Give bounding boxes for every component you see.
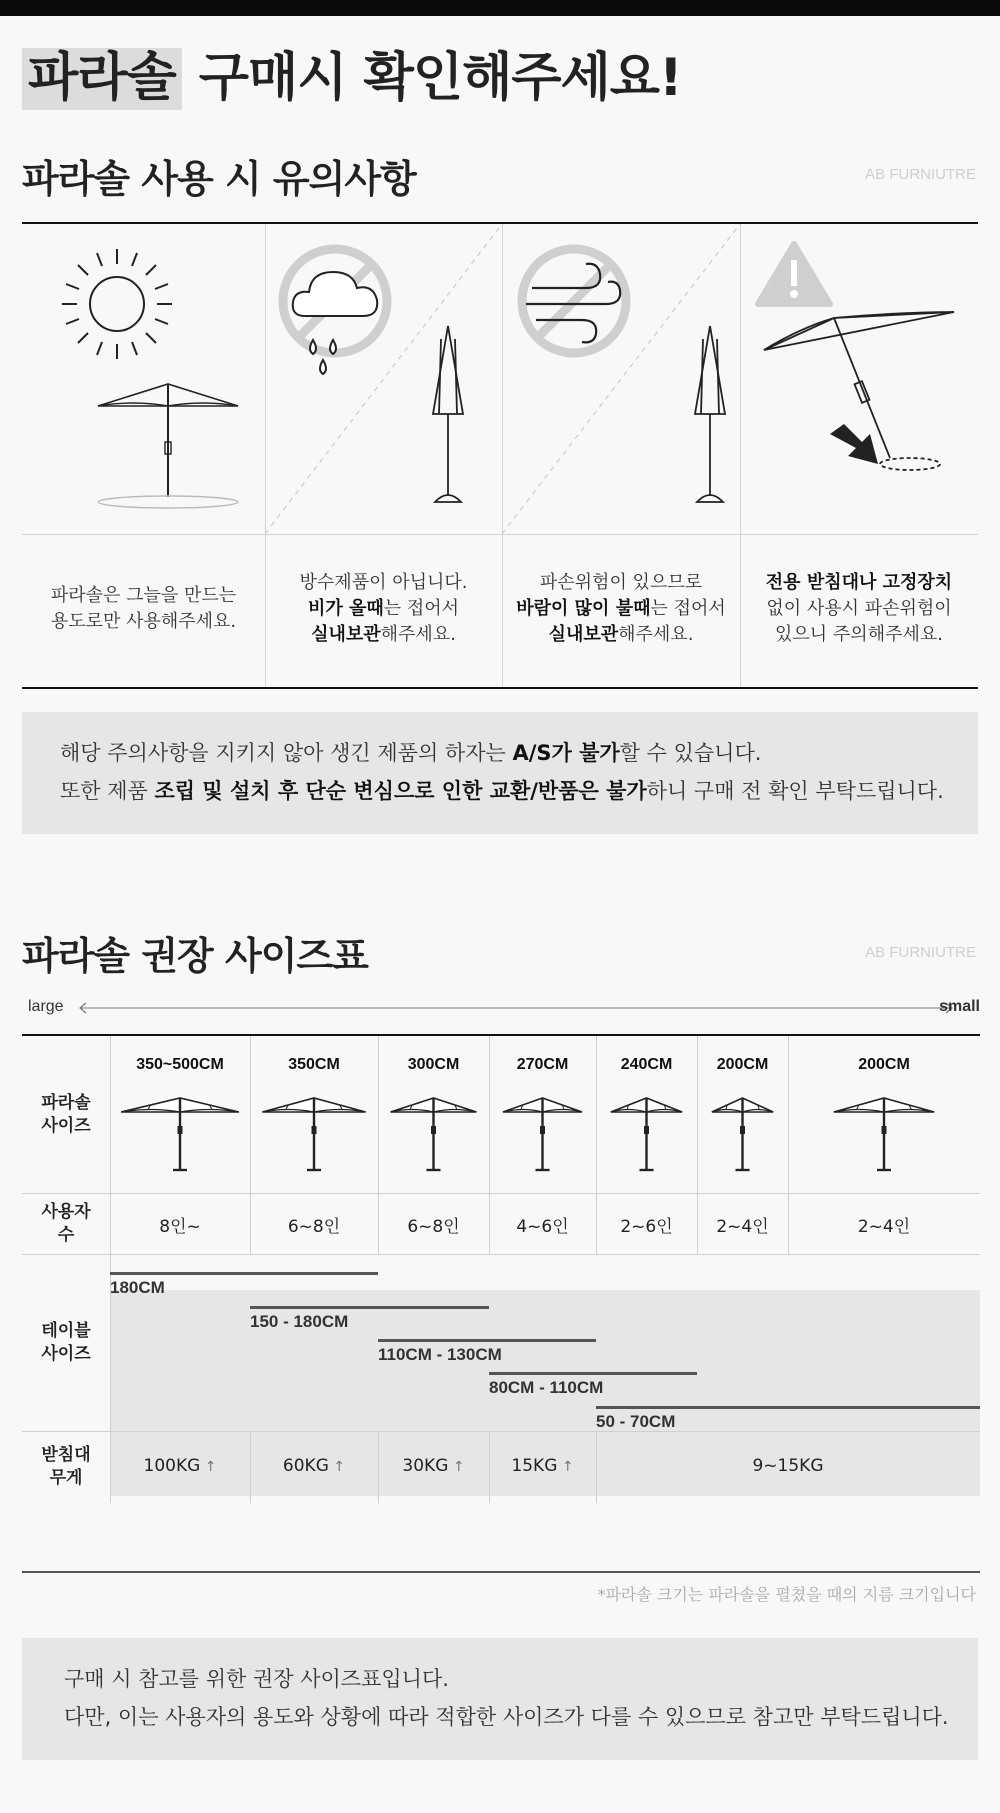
size-range-indicator <box>28 996 980 1020</box>
users-value: 4~6인 <box>516 1217 569 1237</box>
table-range-label: 180CM <box>110 1278 165 1297</box>
caution-text-line <box>740 596 978 622</box>
notice-segment: 해당 주의사항을 지키지 않아 생긴 제품의 하자는 <box>60 741 513 765</box>
caution-text-rain <box>265 570 502 648</box>
table-row-divider <box>22 1431 980 1432</box>
caution-text-line <box>22 583 265 609</box>
reference-notice-text <box>64 1660 949 1736</box>
row-label-line: 사이즈 <box>41 1115 91 1136</box>
caution-text-segment: 있으니 주의해주세요. <box>775 624 943 645</box>
column-size-label: 300CM <box>407 1056 460 1073</box>
as-notice-text <box>60 734 944 810</box>
users-value: 8인~ <box>159 1217 201 1237</box>
caution-text-warning <box>740 570 978 648</box>
caution-text-line <box>740 570 978 596</box>
caution-text-segment: 파손위험이 있으므로 <box>539 572 703 593</box>
base-weight-text: 30KG <box>402 1456 449 1476</box>
table-row-divider <box>22 1193 980 1194</box>
parasol-icon <box>489 1088 596 1188</box>
no-wind-icon <box>502 224 740 534</box>
caution-text-segment: 용도로만 사용해주세요. <box>50 611 237 632</box>
as-notice <box>22 712 978 834</box>
base-weight-value <box>250 1456 378 1476</box>
base-weight-value <box>110 1456 250 1476</box>
caution-text-segment: 해주세요. <box>380 624 456 645</box>
row-label-size <box>22 1092 110 1138</box>
base-weight-text: 9~15KG <box>752 1456 824 1476</box>
caution-text-segment: 방수제품이 아닙니다. <box>299 572 468 593</box>
caution-text-segment: 없이 사용시 파손위험이 <box>766 598 952 619</box>
double-arrow-icon <box>76 996 956 1020</box>
table-range-bar <box>110 1272 378 1275</box>
top-bar <box>0 0 1000 16</box>
base-weight-value <box>596 1456 980 1476</box>
page-title <box>22 35 682 110</box>
base-weight-text: 60KG <box>282 1456 329 1476</box>
column-size-label: 270CM <box>516 1056 569 1073</box>
notice-emphasis: A/S가 불가 <box>512 741 620 765</box>
notice-segment: 다만, 이는 사용자의 용도와 상황에 따라 적합한 사이즈가 다를 수 있으므로 참고만 부탁드립니다. <box>64 1705 949 1729</box>
base-weight-value <box>378 1456 489 1476</box>
caution-grid <box>22 222 978 689</box>
column-size-label: 350CM <box>288 1056 340 1073</box>
table-row-divider <box>22 1254 980 1255</box>
parasol-icon <box>250 1088 378 1188</box>
size-table <box>22 1034 980 1573</box>
row-label-line: 테이블 <box>41 1320 91 1341</box>
row-label-users <box>22 1201 110 1247</box>
caution-cell-wind <box>502 224 741 687</box>
users-value: 6~8인 <box>287 1217 341 1237</box>
column-size-label: 200CM <box>858 1056 910 1073</box>
parasol-icon <box>378 1088 489 1188</box>
caution-text-line <box>265 570 502 596</box>
range-large-label: large <box>28 998 64 1015</box>
notice-line <box>64 1698 949 1736</box>
sun-umbrella-icon <box>22 224 265 534</box>
notice-line <box>60 772 944 810</box>
caution-text-emphasis: 바람이 많이 불때 <box>516 598 651 619</box>
column-size-label: 350~500CM <box>136 1056 224 1073</box>
title-highlight: 파라솔 <box>22 48 182 110</box>
no-rain-icon <box>265 224 502 534</box>
caution-text-wind <box>502 570 740 648</box>
table-range-label: 150 - 180CM <box>250 1312 349 1331</box>
caution-text-segment: 파라솔은 그늘을 만드는 <box>50 585 237 606</box>
notice-line <box>60 734 944 772</box>
base-weight-text: 100KG <box>143 1456 201 1476</box>
table-range-bar <box>250 1306 489 1309</box>
up-arrow-icon: ↑ <box>557 1459 574 1475</box>
caution-text-line <box>502 570 740 596</box>
row-label-line: 무게 <box>49 1468 83 1488</box>
column-size-label: 240CM <box>620 1056 673 1073</box>
size-title: 파라솔 권장 사이즈표 <box>22 934 368 978</box>
caution-title: 파라솔 사용 시 유의사항 <box>22 157 416 201</box>
size-note: *파라솔 크기는 파라솔을 펼쳤을 때의 지름 크기입니다 <box>597 1585 976 1604</box>
parasol-icon <box>697 1088 788 1188</box>
up-arrow-icon: ↑ <box>328 1459 346 1475</box>
users-value: 2~4인 <box>716 1217 769 1237</box>
reference-notice <box>22 1638 978 1760</box>
notice-segment: 하니 구매 전 확인 부탁드립니다. <box>646 779 944 803</box>
table-range-label: 110CM - 130CM <box>378 1345 502 1364</box>
parasol-icon <box>788 1088 980 1188</box>
users-value: 2~6인 <box>620 1217 673 1237</box>
caution-text-sun <box>22 583 265 635</box>
warning-icon <box>740 224 978 534</box>
base-weight-value <box>489 1456 596 1476</box>
row-label-line: 사이즈 <box>41 1343 91 1364</box>
size-brand-label: AB FURNIUTRE <box>865 944 976 961</box>
notice-emphasis: 조립 및 설치 후 단순 변심으로 인한 교환/반품은 불가 <box>154 779 647 803</box>
range-small-label: small <box>939 998 980 1015</box>
brand-label: AB FURNIUTRE <box>865 166 976 183</box>
caution-text-emphasis: 비가 올때 <box>307 598 384 619</box>
column-size-label: 200CM <box>716 1056 769 1073</box>
table-range-bar <box>378 1339 596 1342</box>
row-label-line: 파라솔 <box>41 1092 91 1113</box>
caution-text-line <box>265 622 502 648</box>
caution-text-line <box>265 596 502 622</box>
row-label-line: 사용자 <box>41 1201 91 1222</box>
base-weight-text: 15KG <box>511 1456 558 1476</box>
up-arrow-icon: ↑ <box>200 1459 217 1475</box>
caution-cell-sun <box>22 224 266 687</box>
table-range-label: 50 - 70CM <box>596 1412 676 1431</box>
row-label-table <box>22 1320 110 1366</box>
caution-text-emphasis: 전용 받침대나 고정장치 <box>765 572 953 593</box>
notice-line <box>64 1660 949 1698</box>
row-label-line: 받침대 <box>41 1445 91 1465</box>
parasol-icon <box>110 1088 250 1188</box>
row-label-base <box>22 1444 110 1490</box>
caution-text-emphasis: 실내보관 <box>548 624 619 645</box>
caution-text-line <box>740 622 978 648</box>
table-range-label: 80CM - 110CM <box>489 1378 604 1397</box>
table-range-bar <box>489 1372 697 1375</box>
up-arrow-icon: ↑ <box>448 1459 465 1475</box>
caution-text-line <box>502 622 740 648</box>
caution-text-segment: 는 접어서 <box>650 598 726 619</box>
notice-segment: 할 수 있습니다. <box>619 741 762 765</box>
users-value: 2~4인 <box>857 1217 911 1237</box>
row-label-line: 수 <box>57 1224 75 1245</box>
notice-segment: 또한 제품 <box>60 779 155 803</box>
parasol-icon <box>596 1088 697 1188</box>
caution-text-segment: 해주세요. <box>618 624 694 645</box>
caution-cell-warning <box>740 224 978 687</box>
caution-text-segment: 는 접어서 <box>383 598 460 619</box>
caution-text-line <box>22 609 265 635</box>
users-value: 6~8인 <box>407 1217 460 1237</box>
title-rest: 구매시 확인해주세요! <box>181 48 682 108</box>
caution-text-emphasis: 실내보관 <box>311 624 381 645</box>
caution-text-line <box>502 596 740 622</box>
caution-cell-rain <box>265 224 503 687</box>
notice-segment: 구매 시 참고를 위한 권장 사이즈표입니다. <box>64 1667 449 1691</box>
table-range-bar <box>596 1406 980 1409</box>
